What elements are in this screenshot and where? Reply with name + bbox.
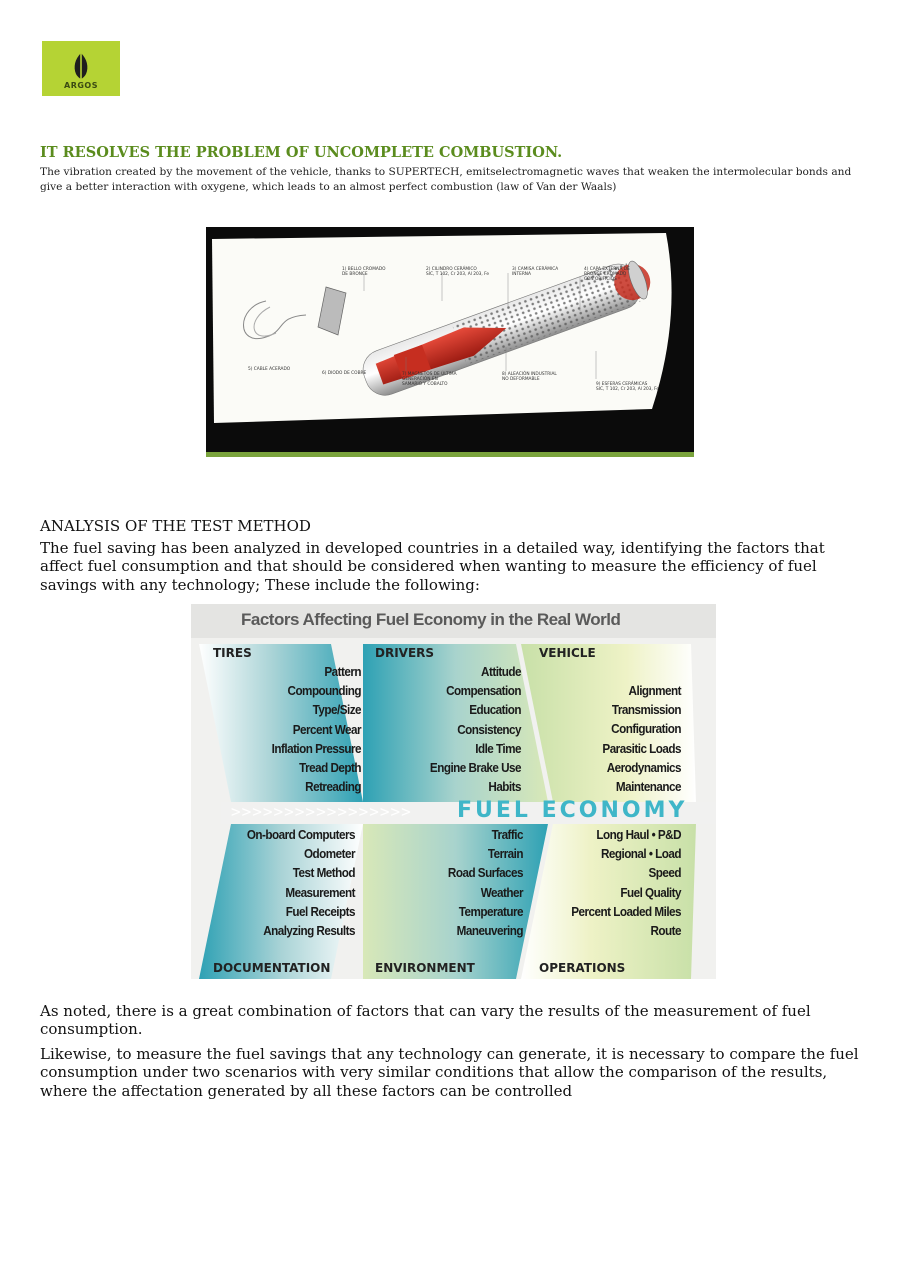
list-item: On-board Computers [246,827,355,842]
combination-paragraph: As noted, there is a great combination of factors that can vary the results of the measurement of fuel consumption. [40,1002,811,1039]
list-item: Measurement [285,884,355,900]
list-item: Route [650,923,681,939]
documentation-heading: DOCUMENTATION [213,961,331,975]
combustion-heading: IT RESOLVES THE PROBLEM OF UNCOMPLETE COMBUSTION. [40,144,563,161]
list-item: Retreading [305,779,361,795]
list-item: Parasitic Loads [602,740,681,756]
intro-paragraph: The vibration created by the movement of the vehicle, thanks to SUPERTECH, emitselectromagnetic waves that weaken the intermolecular bonds and give a better interaction with oxygene, which leads to an almost perfect combustion (law of Van der Waals) [40,166,852,193]
list-item: Inflation Pressure [271,740,361,756]
vehicle-list [549,681,681,796]
label-capa-externa: 4) CAPA EXTERNA DE BRONCE CROMADO CON ORIFICIOS [584,267,630,282]
list-item: Habits [488,779,521,795]
operations-list [549,825,681,940]
list-item: Road Surfaces [447,865,523,881]
figure-border [206,452,694,457]
list-item: Alignment [628,683,681,698]
list-item: Compensation [446,683,521,699]
list-item: Weather [480,884,523,900]
analysis-title: ANALYSIS OF THE TEST METHOD [40,517,311,535]
label-cilindro-ceramico: 2) CILINDRO CERÁMICO SIC, T 102, Cr 203, Al 203, Fe [426,267,490,277]
fuel-economy-factors-figure [191,604,716,979]
list-item: Percent Loaded Miles [571,903,681,919]
list-item: Fuel Receipts [285,903,355,919]
documentation-list [223,825,355,940]
fuel-economy-label: FUEL ECONOMY [457,798,688,823]
list-item: Maneuvering [456,923,523,939]
list-item: Temperature [458,903,523,919]
device-illustration [206,227,694,457]
list-item: Pattern [324,664,361,679]
list-item: Engine Brake Use [429,760,521,776]
list-item: Idle Time [475,740,521,756]
label-diodo-cobre: 6) DIODO DE COBRE [322,371,367,376]
list-item: Type/Size [312,702,361,718]
list-item: Aerodynamics [606,759,681,775]
comparison-paragraph: Likewise, to measure the fuel savings that any technology can generate, it is necessary to compare the fuel consumption under two scenarios with very similar conditions that allow the comparison of the results, where the affectation generated by all these factors can be controlled [40,1045,859,1100]
list-item: Education [469,702,521,718]
list-item: Speed [648,865,681,881]
factors-title: Factors Affecting Fuel Economy in the Real World [241,610,621,629]
label-aleacion: 8) ALEACIÓN INDUSTRIAL NO DEFORMABLE [502,372,557,382]
list-item: Tread Depth [299,760,361,776]
list-item: Odometer [303,846,355,862]
argos-logo [42,41,120,96]
drivers-list [380,662,521,796]
logo-text: ARGOS [64,81,98,90]
label-esferas-ceramicas: 9) ESFERAS CERÁMICAS SIC, T 102, Cr 203, Al 203, Fe [596,382,660,392]
list-item: Traffic [491,827,523,842]
vehicle-heading: VEHICLE [539,646,596,660]
list-item: Terrain [487,846,523,862]
operations-heading: OPERATIONS [539,961,626,975]
label-cable-acerado: 5) CABLE ACERADO [248,367,291,372]
tires-heading: TIRES [213,646,252,660]
list-item: Percent Wear [292,721,361,737]
label-camisa-ceramica: 3) CAMISA CERÁMICA INTERNA [512,267,559,277]
label-magnetos: 7) MAGNETOS DE ÚLTIMA GENERACIÓN EN SAMARIO Y COBALTO [402,372,457,387]
list-item: Regional • Load [600,846,681,862]
list-item: Configuration [611,721,681,737]
list-item: Test Method [292,865,355,881]
supertech-device-figure [206,227,694,457]
list-item: Long Haul • P&D [596,827,681,842]
list-item: Transmission [611,702,681,718]
list-item: Fuel Quality [620,884,681,900]
environment-heading: ENVIRONMENT [375,961,475,975]
drivers-heading: DRIVERS [375,646,435,660]
list-item: Consistency [457,721,521,737]
label-bello-cromado: 1) BELLO CROMADO DE BRONCE [342,267,386,277]
list-item: Compounding [287,683,361,699]
analysis-paragraph: The fuel saving has been analyzed in developed countries in a detailed way, identifying the factors that affect fuel consumption and that should be considered when wanting to measure the efficiency of fuel savings with any technology; These include the following: [40,539,825,594]
fuel-economy-arrows: >>>>>>>>>>>>>>>>> [231,802,412,821]
environment-list [389,825,523,940]
list-item: Analyzing Results [263,923,355,939]
tires-list [229,662,361,796]
list-item: Maintenance [615,779,681,795]
list-item: Attitude [481,664,521,679]
